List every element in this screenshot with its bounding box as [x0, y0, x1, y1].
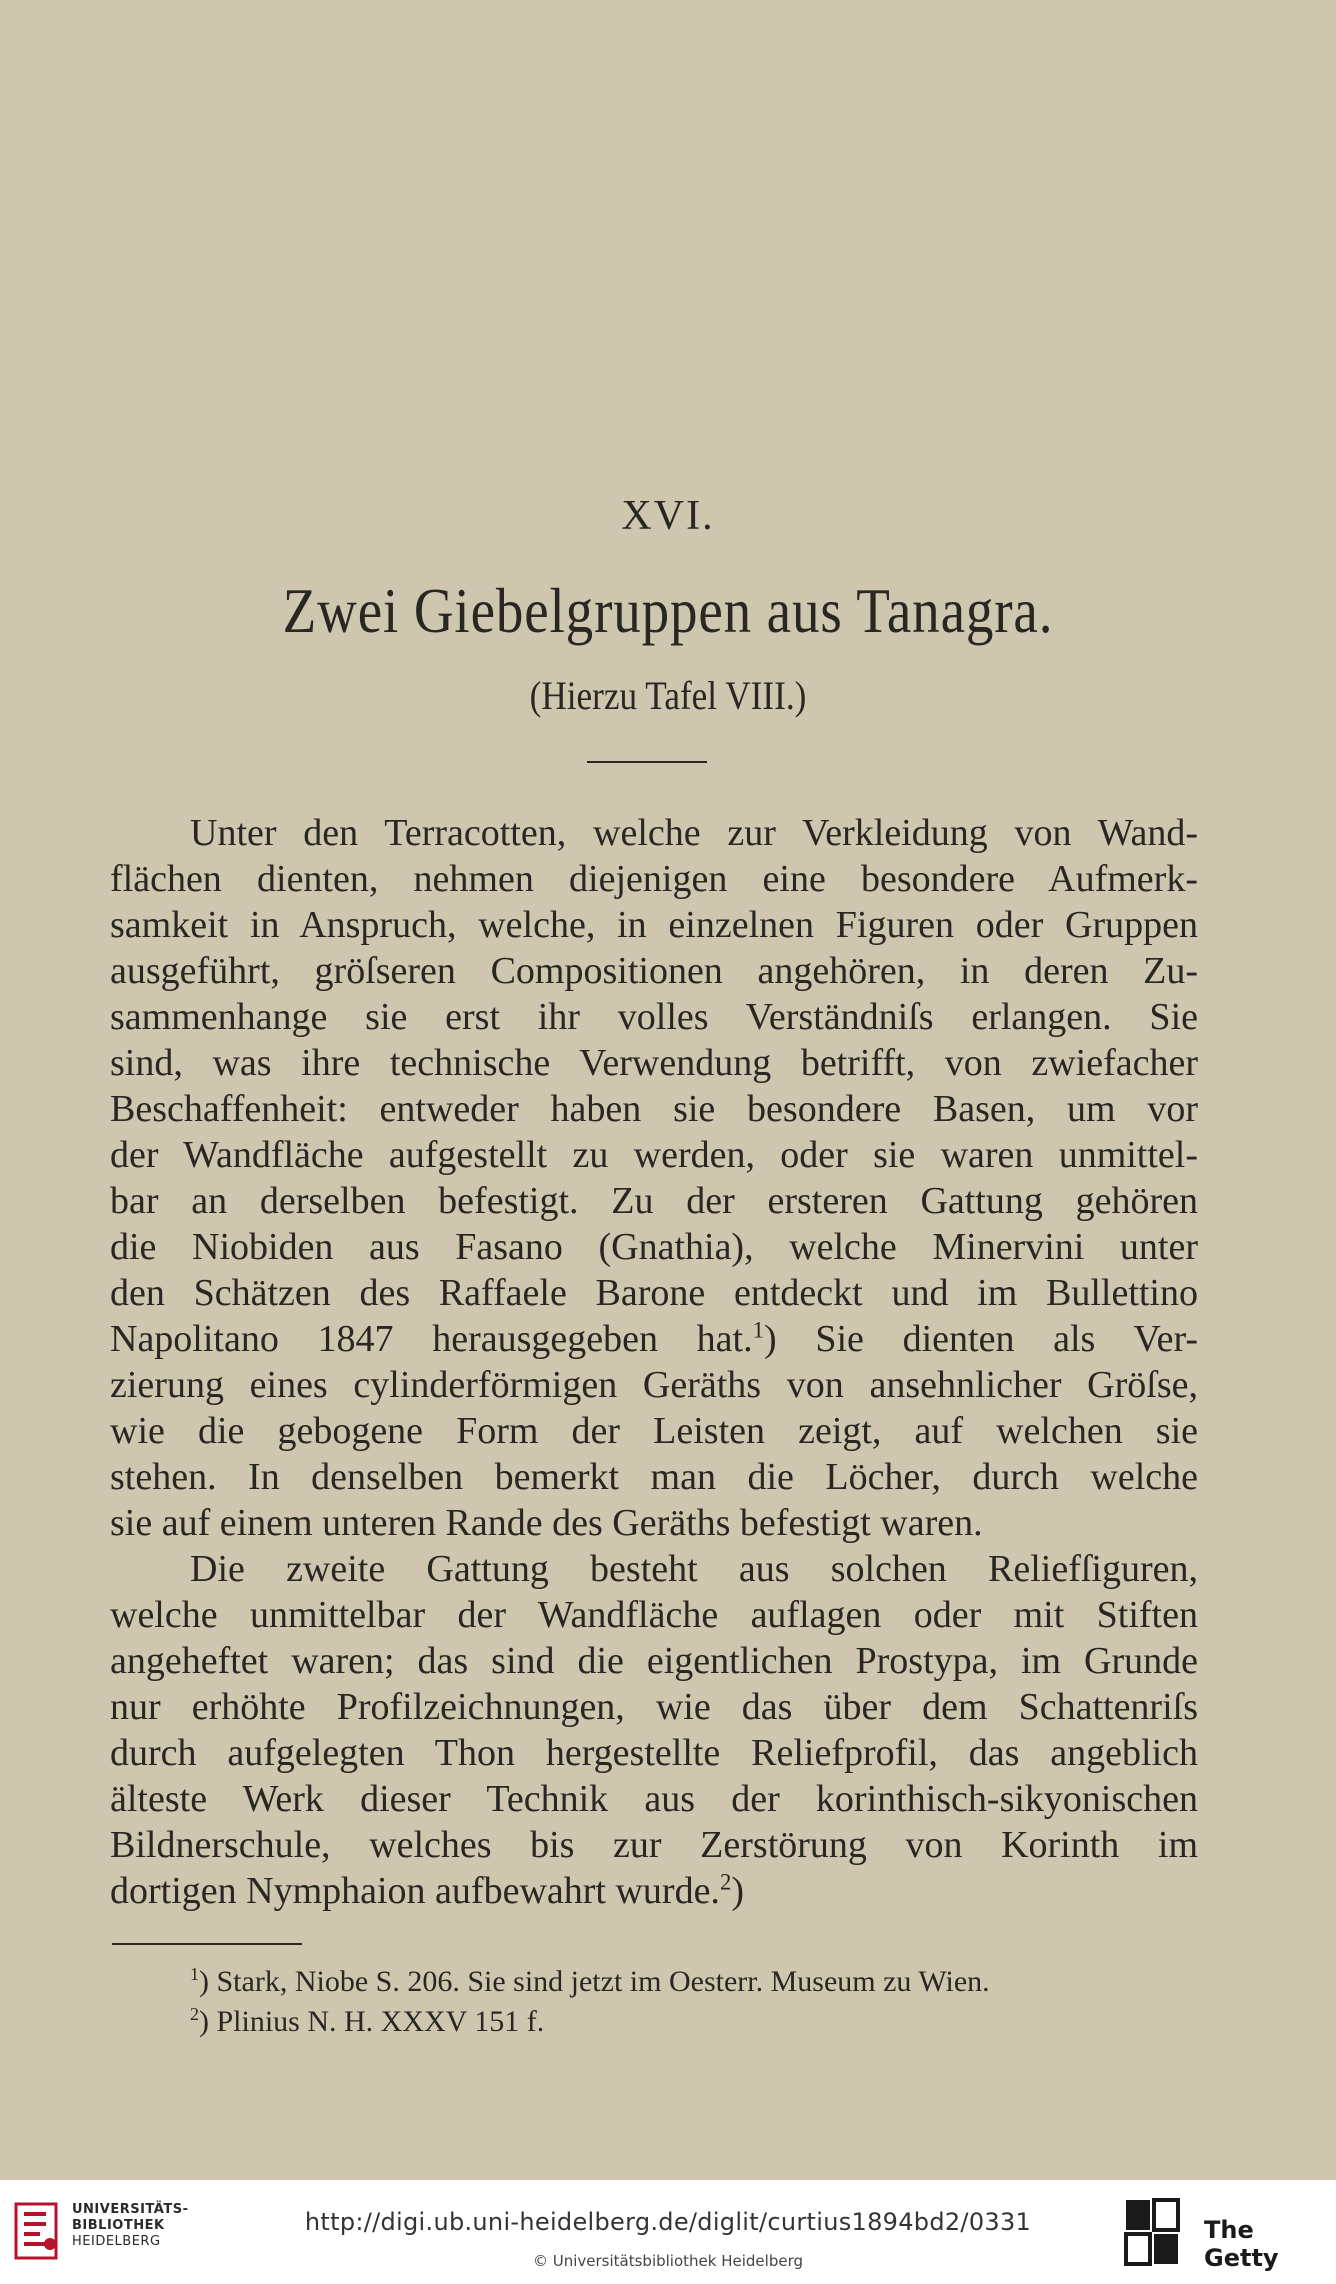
footnote: [190, 1962, 1198, 2002]
library-name-line: UNIVERSITÄTS-: [72, 2202, 189, 2217]
text-line: samkeit in Anspruch, welche, in einzelnen Figuren oder Gruppen: [110, 904, 1198, 946]
text-line: durch aufgelegten Thon hergestellte Reliefprofil, das angeblich: [110, 1732, 1198, 1774]
text-line: Die zweite Gattung besteht aus solchen Reliefſiguren,: [190, 1548, 1198, 1590]
text-line: stehen. In denselben bemerkt man die Löcher, durch welche: [110, 1456, 1198, 1498]
footnotes: [190, 1962, 1198, 2042]
text-line: nur erhöhte Profilzeichnungen, wie das über dem Schattenriſs: [110, 1686, 1198, 1728]
permalink-url[interactable]: http://digi.ub.uni-heidelberg.de/diglit/curtius1894bd2/0331: [304, 2208, 1032, 2236]
footnote-text: ) Stark, Niobe S. 206. Sie sind jetzt im Oesterr. Museum zu Wien.: [199, 1965, 990, 1998]
text-line: [110, 1316, 1198, 1362]
text-segment: ) Sie dienten als Ver-: [764, 1318, 1198, 1360]
text-line: Bildnerschule, welches bis zur Zerstörung von Korinth im: [110, 1824, 1198, 1866]
footer-bar: [0, 2180, 1336, 2284]
copyright-notice: © Universitätsbibliothek Heidelberg: [532, 2252, 803, 2270]
footnote-marker: 1: [190, 1964, 199, 1984]
footnote-marker: 2: [190, 2004, 199, 2024]
text-line: Unter den Terracotten, welche zur Verkleidung von Wand-: [190, 812, 1198, 854]
text-line: sind, was ihre technische Verwendung betrifft, von zwiefacher: [110, 1042, 1198, 1084]
partner-name: The Getty: [1204, 2216, 1279, 2272]
text-line: die Niobiden aus Fasano (Gnathia), welche Minervini unter: [110, 1226, 1198, 1268]
text-line: den Schätzen des Raffaele Barone entdeckt und im Bullettino: [110, 1272, 1198, 1314]
text-line: flächen dienten, nehmen diejenigen eine besondere Aufmerk-: [110, 858, 1198, 900]
footnote-ref: 2: [719, 1869, 732, 1895]
library-name-line: HEIDELBERG: [72, 2234, 161, 2249]
footnote-text: ) Plinius N. H. XXXV 151 f.: [199, 2005, 545, 2038]
title-divider: [587, 761, 707, 763]
getty-logo-icon: [1124, 2198, 1182, 2268]
text-line: älteste Werk dieser Technik aus der korinthisch-sikyonischen: [110, 1778, 1198, 1820]
text-segment: ): [731, 1870, 744, 1912]
text-line: zierung eines cylinderförmigen Geräths von ansehnlicher Gröſse,: [110, 1364, 1198, 1406]
text-line: welche unmittelbar der Wandfläche auflagen oder mit Stiften: [110, 1594, 1198, 1636]
footnote: [190, 2002, 1198, 2042]
text-line: wie die gebogene Form der Leisten zeigt, auf welchen sie: [110, 1410, 1198, 1452]
text-line: angeheftet waren; das sind die eigentlichen Prostypa, im Grunde: [110, 1640, 1198, 1682]
text-segment: Napolitano 1847 herausgegeben hat.: [110, 1318, 753, 1360]
text-line: sie auf einem unteren Rande des Geräths befestigt waren.: [110, 1502, 983, 1544]
chapter-number: XVI.: [621, 493, 715, 539]
library-name-line: BIBLIOTHEK: [72, 2218, 165, 2233]
page-title: Zwei Giebelgruppen aus Tanagra.: [282, 575, 1054, 646]
footnote-ref: 1: [752, 1317, 765, 1343]
page-subtitle: (Hierzu Tafel VIII.): [529, 673, 807, 718]
text-line: sammenhange sie erst ihr volles Verständniſs erlangen. Sie: [110, 996, 1198, 1038]
text-line: [110, 1868, 1198, 1914]
footnote-divider: [112, 1943, 302, 1945]
text-line: bar an derselben befestigt. Zu der ersteren Gattung gehören: [110, 1180, 1198, 1222]
text-line: der Wandfläche aufgestellt zu werden, oder sie waren unmittel-: [110, 1134, 1198, 1176]
body-text: [110, 810, 1198, 1914]
text-line: ausgeführt, gröſseren Compositionen angehören, in deren Zu-: [110, 950, 1198, 992]
text-segment: dortigen Nymphaion aufbewahrt wurde.: [110, 1870, 720, 1912]
text-line: Beschaffenheit: entweder haben sie besondere Basen, um vor: [110, 1088, 1198, 1130]
